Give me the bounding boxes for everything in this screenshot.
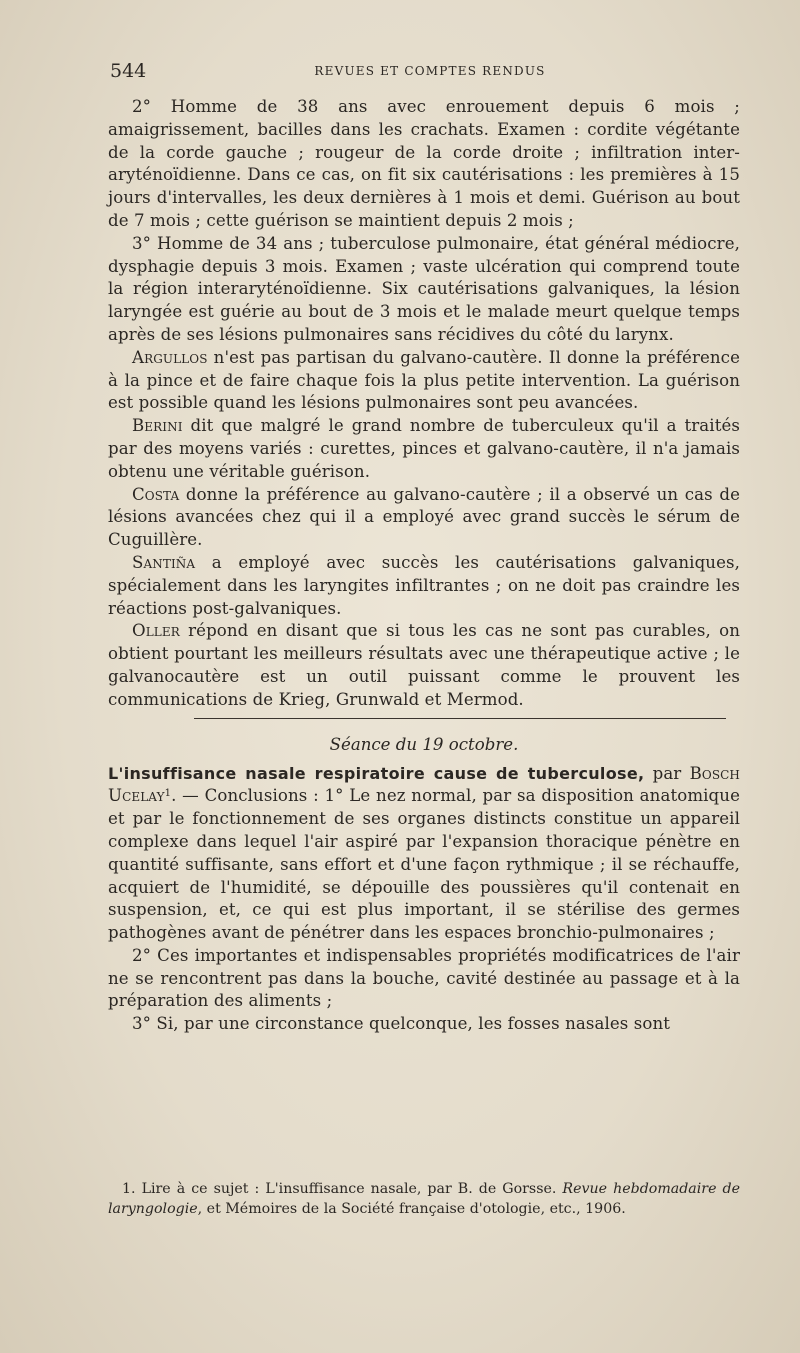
speaker-name: Santiña <box>132 552 196 572</box>
page-number: 544 <box>110 60 147 82</box>
main-text <box>108 96 740 1036</box>
conclusion-1: . — Conclusions : 1° Le nez normal, par sa disposition anatomique et par le fonctionnement de ses organes distincts constitue un appareil complexe dans lequel l'air aspiré par l'expansion thoracique pénètre en quantité suffisante, sans effort et d'une façon rythmique ; il se réchauffe, acquiert de l'humidité, se dépouille des poussières qu'il contenait en suspension, et, ce qui est plus important, il se stérilise des germes pathogènes avant de pénétrer dans les espaces bronchio-pulmonaires ; <box>108 786 740 943</box>
footnote-journal: Revue hebdomadaire de laryngologie <box>108 1181 740 1217</box>
paragraph-santina <box>108 552 740 620</box>
article-title: L'insuffisance nasale respiratoire cause de tuberculose, <box>108 763 645 783</box>
seance-heading: Séance du 19 octobre. <box>329 734 519 754</box>
paragraph-costa <box>108 484 740 552</box>
paragraph-argullos <box>108 347 740 415</box>
paragraph-case-2: 2° Homme de 38 ans avec enrouement depuis 6 mois ; amaigrissement, bacilles dans les crachats. Examen : cordite végétante de la corde gauche ; rougeur de la corde droite ; infiltration inter-aryténoïdienne. Dans ce cas, on fit six cautérisations : les premières à 15 jours d'intervalles, les deux dernières à 1 mois et demi. Guérison au bout de 7 mois ; cette guérison se maintient depuis 2 mois ; <box>108 97 740 230</box>
paragraph-text: a employé avec succès les cautérisations galvaniques, spécialement dans les laryngites infiltrantes ; on ne doit pas craindre les réactions post-galvaniques. <box>108 552 740 618</box>
footnote-text-end: , et Mémoires de la Société française d'otologie, etc., 1906. <box>197 1200 626 1217</box>
footnote-text: 1. Lire à ce sujet : L'insuffisance nasale, par B. de Gorsse. <box>122 1181 563 1197</box>
by-word: par <box>644 763 690 783</box>
speaker-name: Oller <box>132 621 180 641</box>
footnotes <box>108 1180 740 1219</box>
paragraph-oller <box>108 620 740 711</box>
paragraph-text: n'est pas partisan du galvano-cautère. Il donne la préférence à la pince et de faire chaque fois la plus petite intervention. La guérison est possible quand les lésions pulmonaires sont peu avancées. <box>108 347 740 413</box>
section-divider <box>194 718 726 719</box>
paragraph-case-3: 3° Homme de 34 ans ; tuberculose pulmonaire, état général médiocre, dysphagie depuis 3 mois. Examen ; vaste ulcération qui comprend toute la région interaryténoïdienne. Six cautérisations galvaniques, la lésion laryngée est guérie au bout de 3 mois et le malade meurt quelque temps après de ses lésions pulmonaires sans récidives du côté du larynx. <box>108 233 740 344</box>
conclusion-3: 3° Si, par une circonstance quelconque, les fosses nasales sont <box>132 1014 671 1034</box>
article-author: Bosch Ucelay <box>108 763 740 806</box>
page-header <box>110 60 750 90</box>
speaker-name: Costa <box>132 484 180 504</box>
speaker-name: Argullos <box>132 347 208 367</box>
footnote-1 <box>108 1180 740 1219</box>
section-lead-paragraph <box>108 763 740 945</box>
speaker-name: Berini <box>132 416 183 436</box>
paragraph-text: dit que malgré le grand nombre de tuberculeux qu'il a traités par des moyens variés : curettes, pinces et galvano-cautère, il n'a jamais obtenu une véritable guérison. <box>108 416 740 481</box>
conclusion-2: 2° Ces importantes et indispensables propriétés modificatrices de l'air ne se rencontrent pas dans la bouche, cavité destinée au passage et à la préparation des aliments ; <box>108 945 740 1011</box>
paragraph-text: donne la préférence au galvano-cautère ; il a observé un cas de lésions avancées chez qui il a employé avec grand succès le sérum de Cuguillère. <box>108 484 740 550</box>
running-head: REVUES ET COMPTES RENDUS <box>314 64 546 78</box>
paragraph-text: répond en disant que si tous les cas ne sont pas curables, on obtient pourtant les meilleurs résultats avec une thérapeutique active ; le galvanocautère est un outil puissant comme le prouvent les communications de Krieg, Grunwald et Mermod. <box>108 621 740 709</box>
footnote-ref: 1 <box>164 788 172 800</box>
paragraph-berini <box>108 415 740 483</box>
